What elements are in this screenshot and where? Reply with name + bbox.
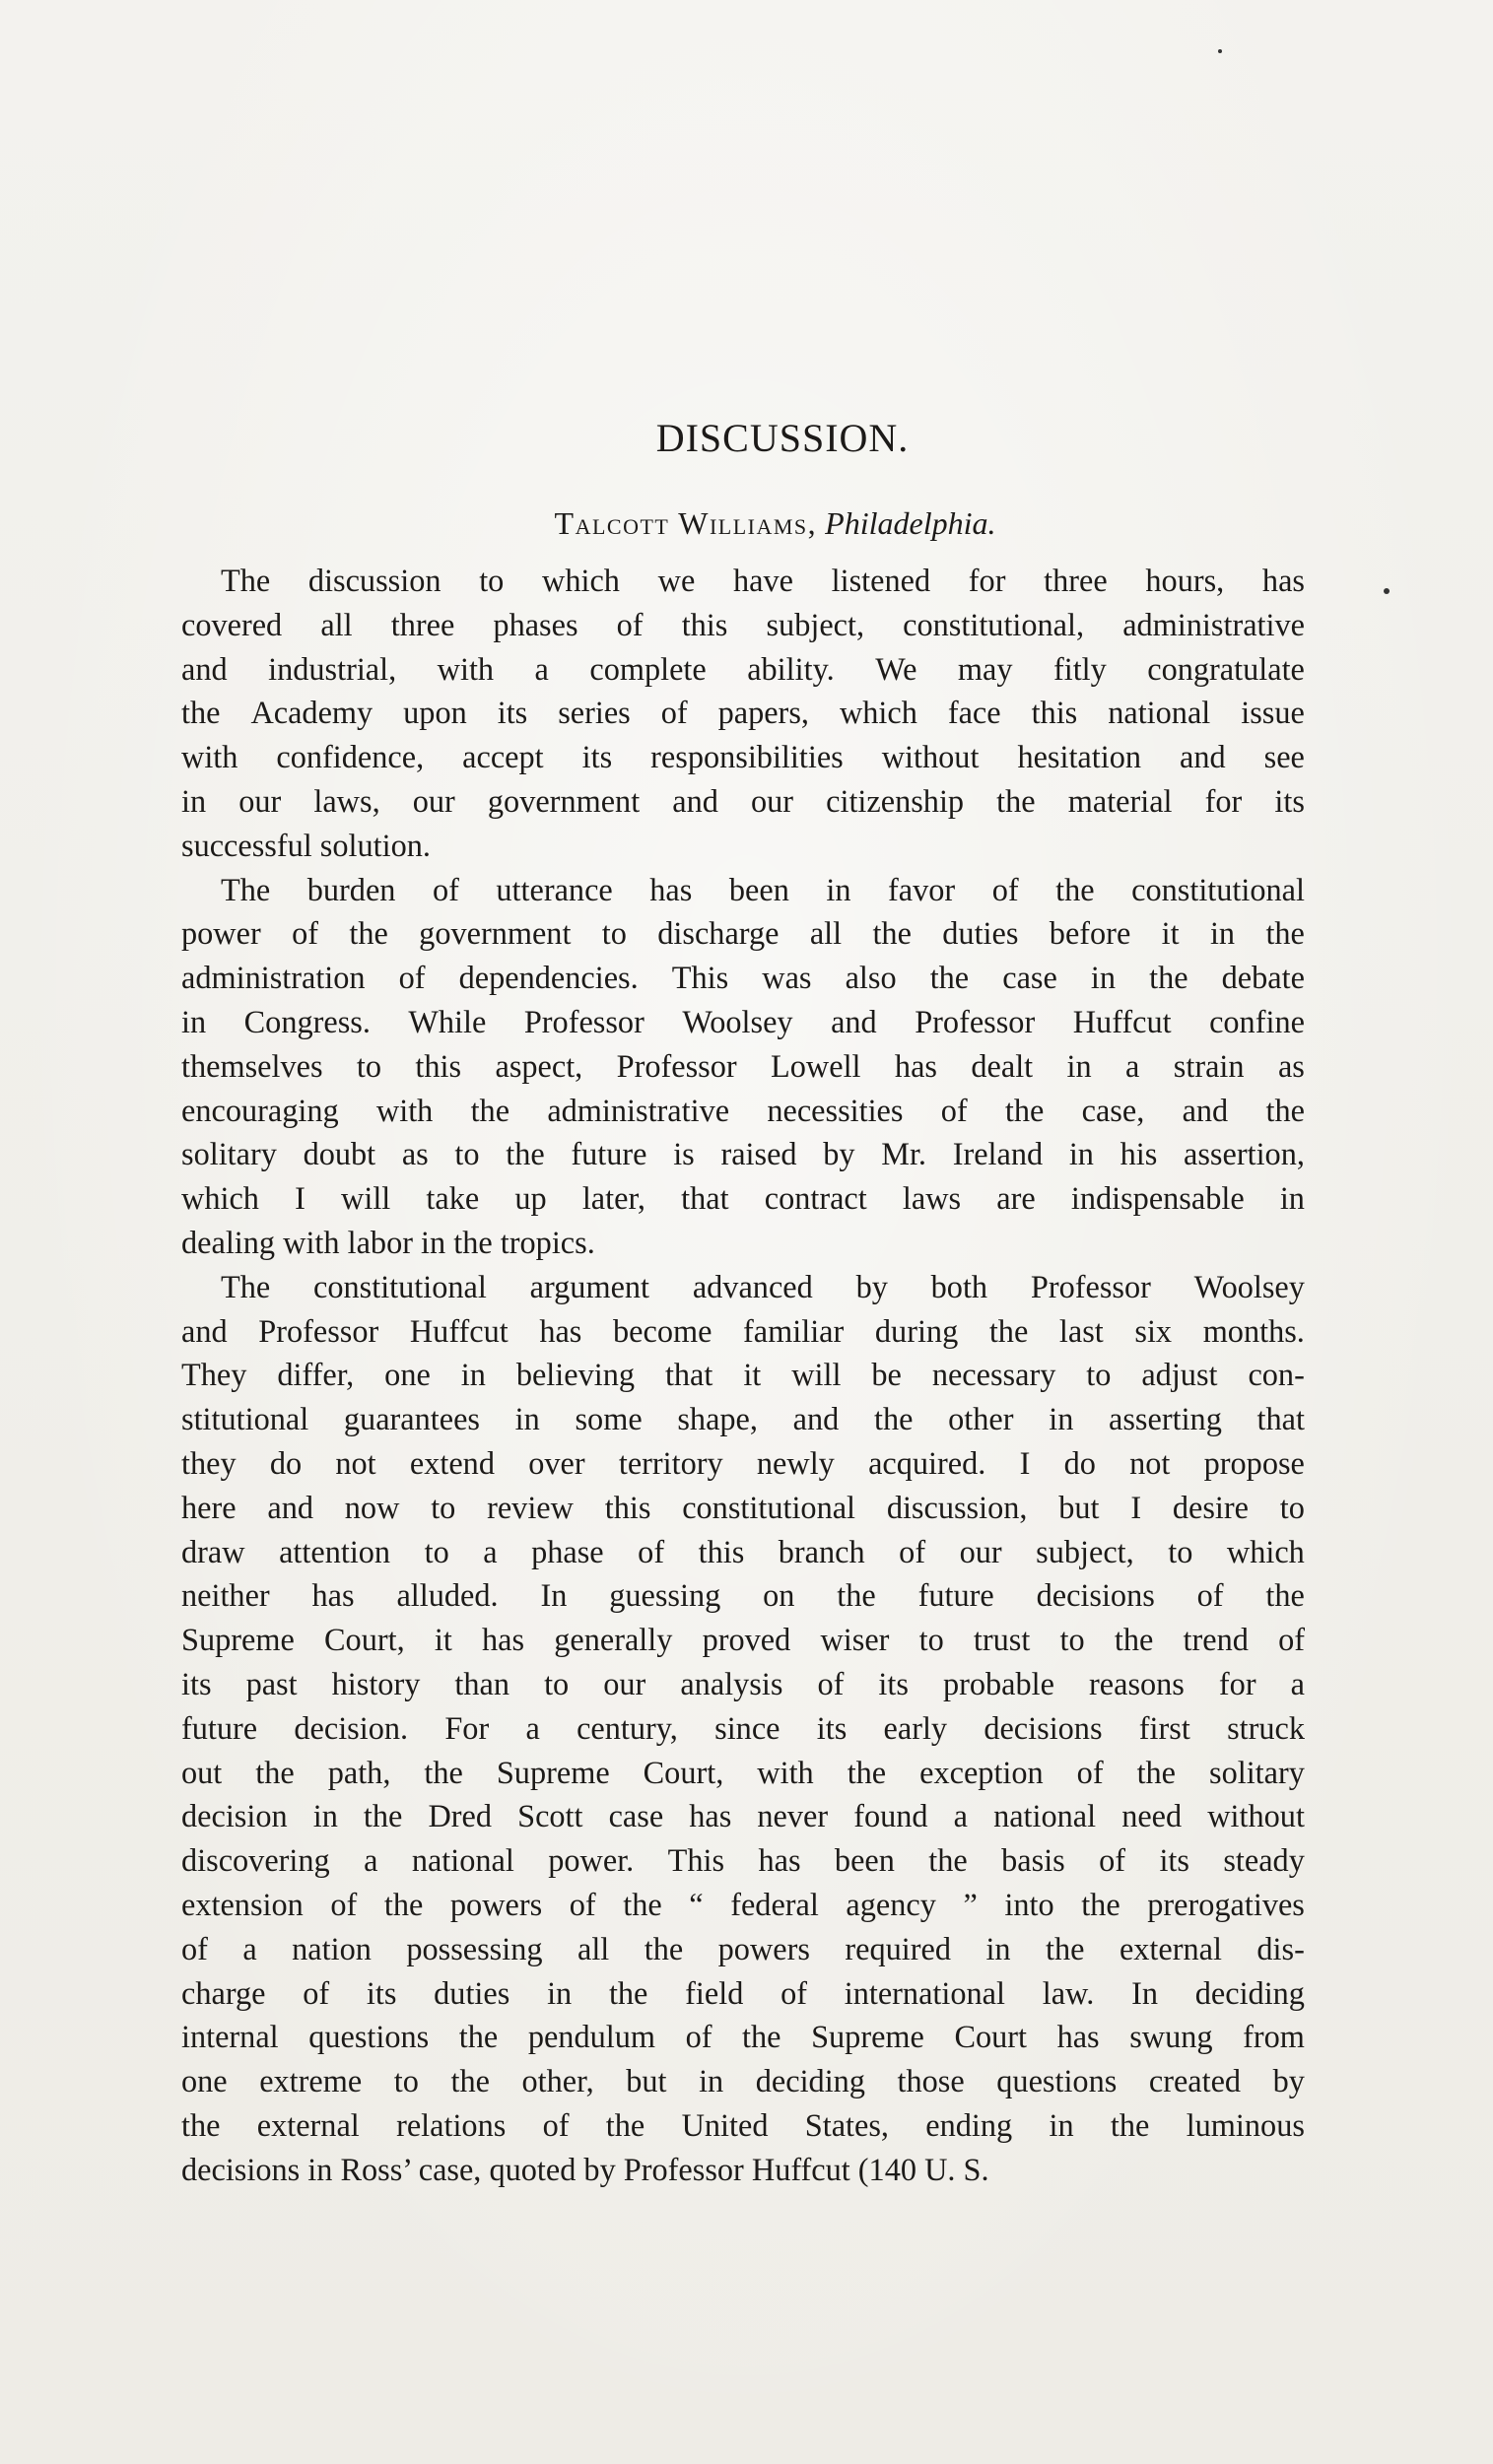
text-line: which I will take up later, that contract laws are indispensable in — [181, 1180, 1305, 1217]
text-line: charge of its duties in the field of international law. In deciding — [181, 1974, 1305, 2011]
ink-speck — [1384, 588, 1390, 594]
text-line: themselves to this aspect, Professor Lowell has dealt in a strain as — [181, 1047, 1305, 1084]
text-line: power of the government to discharge all the duties before it in the — [181, 915, 1305, 952]
text-line: covered all three phases of this subject, constitutional, administrative — [181, 606, 1305, 642]
text-line: dealing with labor in the tropics. — [181, 1224, 595, 1260]
text-line: administration of dependencies. This was also the case in the debate — [181, 960, 1305, 996]
text-line: one extreme to the other, but in deciding those questions created by — [181, 2063, 1305, 2099]
author-name: Talcott Williams, — [554, 505, 818, 541]
text-line: They differ, one in believing that it will be necessary to adjust con- — [181, 1357, 1305, 1393]
text-line: encouraging with the administrative necessities of the case, and the — [181, 1092, 1305, 1128]
text-line: its past history than to our analysis of its probable reasons for a — [181, 1665, 1305, 1701]
text-line: and Professor Huffcut has become familiar during the last six months. — [181, 1312, 1305, 1349]
paragraph — [181, 559, 1305, 868]
text-line: here and now to review this constitutional discussion, but I desire to — [181, 1489, 1305, 1525]
text-line: future decision. For a century, since its early decisions first struck — [181, 1709, 1305, 1746]
text-line: in Congress. While Professor Woolsey and Professor Huffcut confine — [181, 1003, 1305, 1039]
text-line: decisions in Ross’ case, quoted by Professor Huffcut (140 U. S. — [181, 2151, 989, 2187]
text-column — [181, 389, 1305, 2191]
text-line: stitutional guarantees in some shape, and the other in asserting that — [181, 1401, 1305, 1437]
text-line: solitary doubt as to the future is raised by Mr. Ireland in his assertion, — [181, 1136, 1305, 1172]
page-heading: DISCUSSION. — [655, 416, 910, 460]
author-place: Philadelphia. — [825, 505, 996, 541]
text-line: decision in the Dred Scott case has never found a national need without — [181, 1798, 1305, 1834]
text-line: The constitutional argument advanced by both Professor Woolsey — [221, 1268, 1305, 1304]
text-line: draw attention to a phase of this branch of our subject, to which — [181, 1533, 1305, 1569]
text-line: they do not extend over territory newly acquired. I do not propose — [181, 1444, 1305, 1481]
text-line: the external relations of the United States, ending in the luminous — [181, 2106, 1305, 2143]
text-line: internal questions the pendulum of the Supreme Court has swung from — [181, 2019, 1305, 2055]
text-line: The burden of utterance has been in favor of the constitutional — [221, 871, 1305, 907]
text-line: the Academy upon its series of papers, which face this national issue — [181, 695, 1305, 731]
text-line: successful solution. — [181, 827, 431, 863]
text-line: neither has alluded. In guessing on the future decisions of the — [181, 1577, 1305, 1614]
text-line: discovering a national power. This has been the basis of its steady — [181, 1842, 1305, 1879]
text-line: The discussion to which we have listened for three hours, has — [221, 563, 1305, 598]
body-text — [181, 559, 1305, 2191]
ink-speck — [1218, 49, 1222, 53]
text-line: with confidence, accept its responsibilities without hesitation and see — [181, 739, 1305, 775]
paragraph — [181, 1265, 1305, 2192]
paragraph — [181, 868, 1305, 1265]
text-line: extension of the powers of the “ federal agency ” into the prerogatives — [181, 1886, 1305, 1922]
text-line: of a nation possessing all the powers required in the external dis- — [181, 1930, 1305, 1966]
text-line: in our laws, our government and our citizenship the material for its — [181, 782, 1305, 819]
byline — [245, 488, 1305, 559]
text-line: Supreme Court, it has generally proved wiser to trust to the trend of — [181, 1622, 1305, 1658]
text-line: and industrial, with a complete ability. We may fitly congratulate — [181, 650, 1305, 687]
text-line: out the path, the Supreme Court, with the exception of the solitary — [181, 1754, 1305, 1790]
